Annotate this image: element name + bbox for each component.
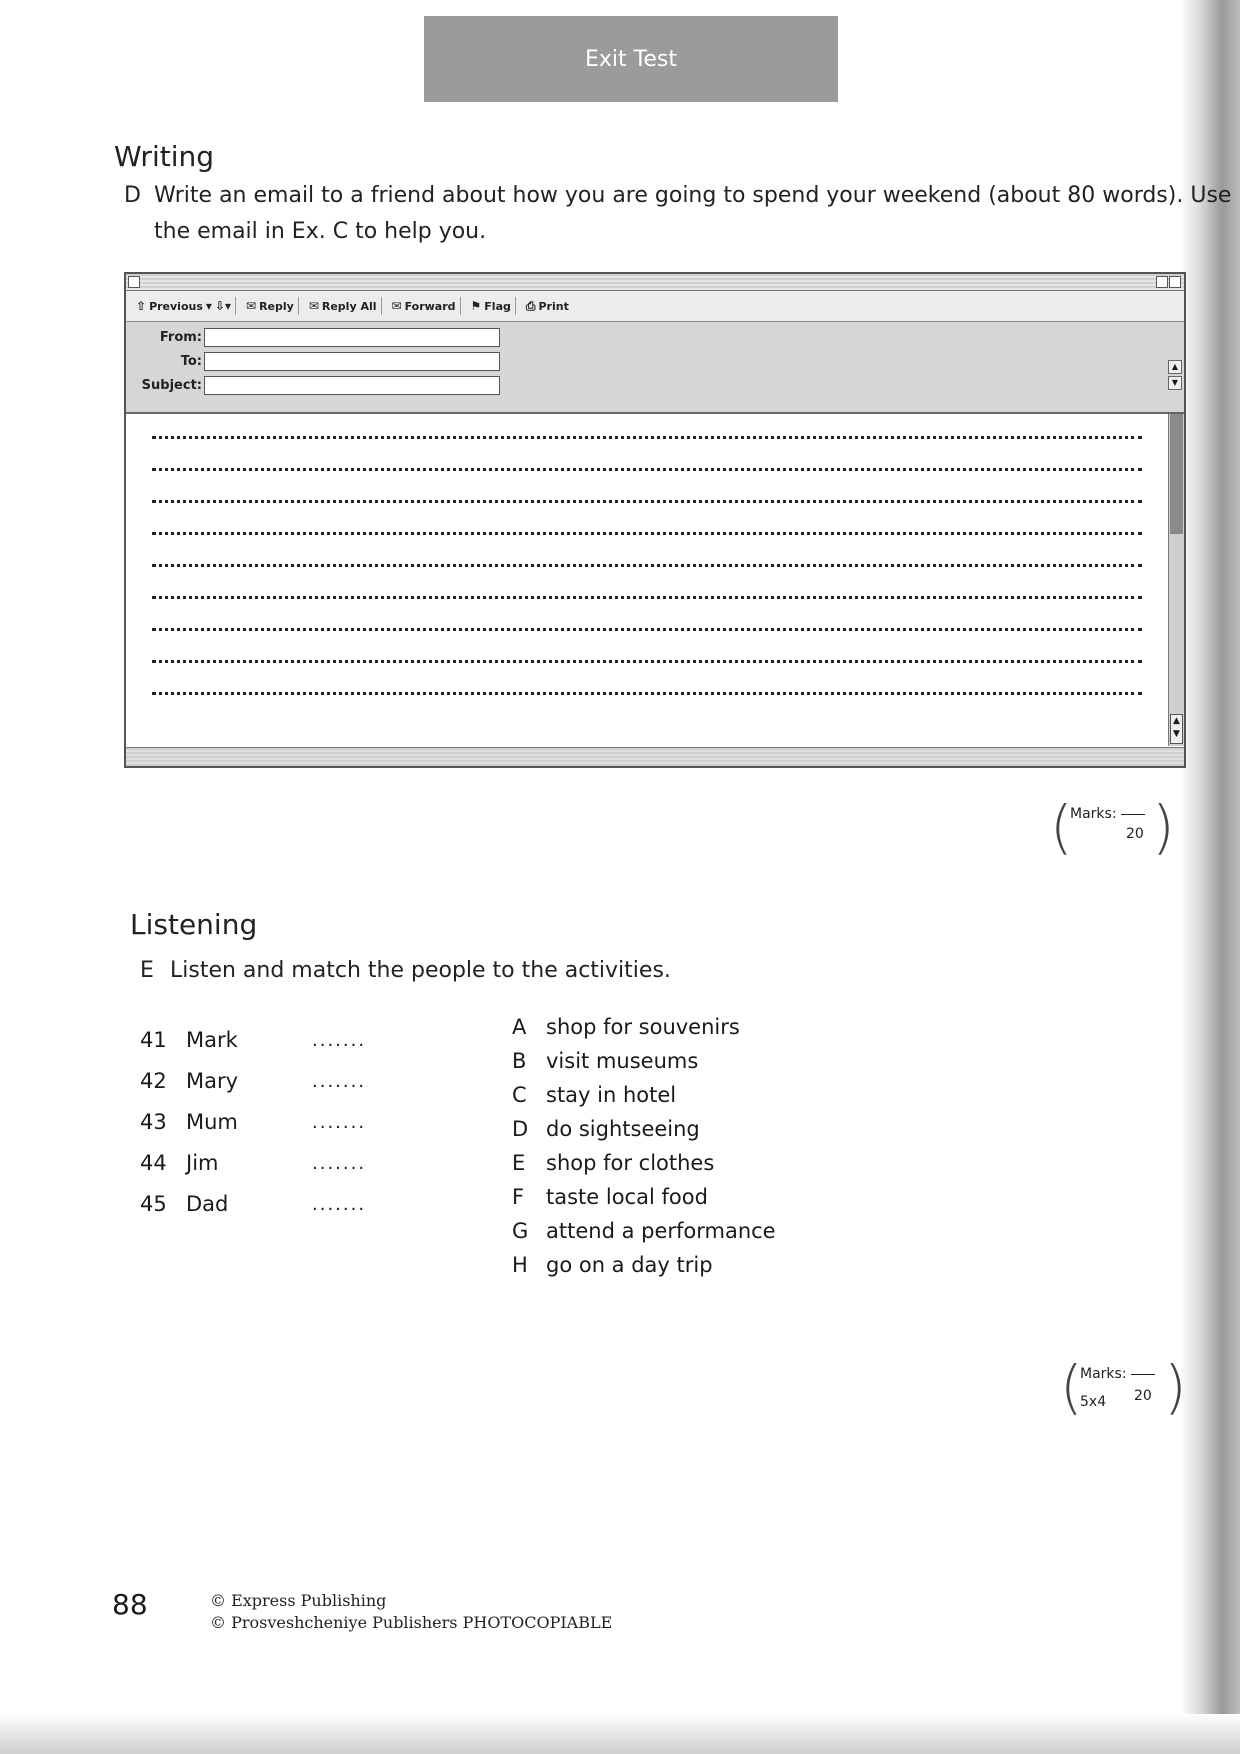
activity-item: H go on a day trip [512, 1253, 713, 1277]
answer-line [152, 562, 1142, 567]
person-row: 41 Mark ....... [140, 1028, 367, 1052]
writing-instruction-line2: the email in Ex. C to help you. [154, 219, 487, 244]
writing-section-title: Writing [114, 140, 214, 173]
zoom-box-icon[interactable] [1156, 276, 1168, 288]
activity-item: D do sightseeing [512, 1117, 700, 1141]
email-titlebar [126, 274, 1184, 291]
to-field[interactable] [204, 352, 500, 371]
writing-instruction-line1: Write an email to a friend about how you are going to spend your weekend (about 80 words). Use [154, 183, 1232, 208]
listening-section-title: Listening [130, 908, 258, 941]
marks-label: Marks: [1080, 1366, 1127, 1382]
activity-item: C stay in hotel [512, 1083, 677, 1107]
activity-item: F taste local food [512, 1185, 708, 1209]
left-paren: ( [1060, 1353, 1083, 1421]
subject-label: Subject: [141, 377, 202, 393]
flag-icon: ⚑ [470, 299, 482, 313]
email-header-fields [126, 322, 1184, 414]
page-bottom-shadow [0, 1714, 1240, 1754]
answer-line [152, 690, 1142, 695]
subject-row [126, 374, 500, 396]
page-edge-shadow [1180, 0, 1240, 1754]
marks-blank [1121, 814, 1145, 815]
activity-item: A shop for souvenirs [512, 1015, 740, 1039]
scroll-arrows-icon[interactable]: ▲ ▼ [1170, 714, 1183, 744]
writing-marks-box [1050, 793, 1175, 861]
email-horizontal-scrollbar[interactable] [126, 747, 1184, 766]
answer-line [152, 658, 1142, 663]
answer-line [152, 498, 1142, 503]
from-label: From: [159, 329, 202, 345]
exit-test-header [424, 16, 838, 102]
person-row: 43 Mum ....... [140, 1110, 367, 1134]
copyright-line-2: © Prosveshcheniye Publishers PHOTOCOPIABLE [210, 1613, 613, 1632]
arrow-down-icon: ⇩▾ [214, 299, 231, 313]
person-row: 45 Dad ....... [140, 1192, 367, 1216]
activity-item: E shop for clothes [512, 1151, 715, 1175]
page-number: 88 [112, 1588, 148, 1621]
task-letter-d: D [124, 183, 141, 208]
person-row: 44 Jim ....... [140, 1151, 367, 1175]
marks-blank [1131, 1374, 1155, 1375]
marks-multiplier: 5x4 [1080, 1394, 1107, 1410]
reply-all-icon: ✉ [308, 299, 319, 313]
answer-line [152, 466, 1142, 471]
activity-item: B visit museums [512, 1049, 699, 1073]
header-title: Exit Test [585, 46, 677, 72]
to-row [126, 350, 500, 372]
activity-item: G attend a performance [512, 1219, 776, 1243]
listening-instruction [140, 953, 671, 989]
header-scroll-up-icon[interactable]: ▲ [1168, 360, 1182, 374]
chevron-down-icon: ▾ [205, 299, 212, 313]
scrollbar-thumb[interactable] [1170, 414, 1183, 534]
email-window [124, 272, 1186, 768]
reply-icon: ✉ [246, 299, 257, 313]
collapse-box-icon[interactable] [1169, 276, 1181, 288]
to-label: To: [180, 353, 202, 369]
right-paren: ) [1164, 1353, 1187, 1421]
copyright-notice [210, 1590, 612, 1634]
from-row [126, 326, 500, 348]
flag-button[interactable]: ⚑ Flag [467, 297, 516, 315]
reply-all-button[interactable]: ✉ Reply All [305, 297, 382, 315]
answer-blank[interactable]: ....... [312, 1193, 367, 1215]
answer-blank[interactable]: ....... [312, 1152, 367, 1174]
answer-line [152, 626, 1142, 631]
arrow-up-icon: ⇧ [136, 299, 147, 313]
email-body[interactable] [126, 414, 1168, 746]
forward-button[interactable]: ✉ Forward [388, 297, 461, 315]
left-paren: ( [1050, 793, 1073, 861]
right-paren: ) [1152, 793, 1175, 861]
answer-line [152, 594, 1142, 599]
person-row: 42 Mary ....... [140, 1069, 367, 1093]
marks-label: Marks: [1070, 806, 1117, 822]
answer-blank[interactable]: ....... [312, 1070, 367, 1092]
answer-line [152, 530, 1142, 535]
printer-icon: ⎙ [525, 298, 536, 313]
email-body-scrollbar[interactable] [1168, 414, 1184, 746]
listening-instruction-text: Listen and match the people to the activities. [170, 958, 671, 983]
header-scroll-down-icon[interactable]: ▼ [1168, 376, 1182, 390]
task-letter-e: E [140, 958, 154, 983]
answer-line [152, 434, 1142, 439]
listening-marks-box [1060, 1353, 1187, 1428]
print-button[interactable]: ⎙ Print [525, 298, 569, 313]
answer-blank[interactable]: ....... [312, 1029, 367, 1051]
subject-field[interactable] [204, 376, 500, 395]
marks-denominator: 20 [1134, 1388, 1152, 1404]
forward-icon: ✉ [391, 299, 402, 313]
marks-denominator: 20 [1126, 826, 1144, 842]
writing-instruction [124, 178, 1231, 250]
previous-button[interactable]: ⇧ Previous ▾ ⇩▾ [132, 297, 236, 315]
reply-button[interactable]: ✉ Reply [242, 297, 299, 315]
from-field[interactable] [204, 328, 500, 347]
copyright-line-1: © Express Publishing [210, 1591, 387, 1610]
close-box-icon[interactable] [128, 276, 140, 288]
email-toolbar [126, 291, 1184, 322]
answer-blank[interactable]: ....... [312, 1111, 367, 1133]
